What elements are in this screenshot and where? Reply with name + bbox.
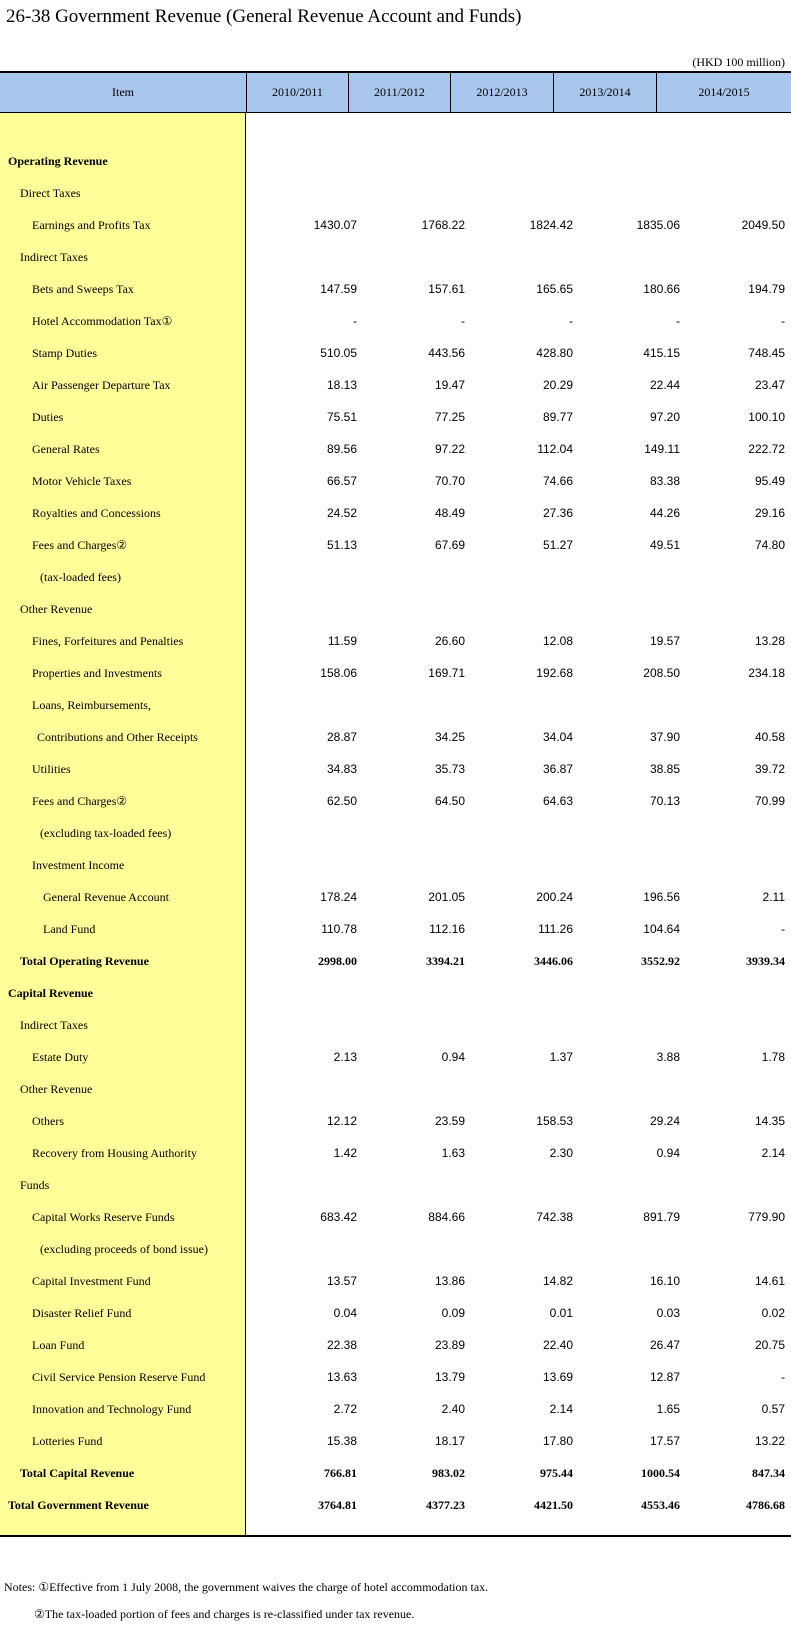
cell-value: 18.17 [434, 1434, 465, 1448]
cell-value: 0.04 [333, 1306, 357, 1320]
cell-value: - [781, 1370, 785, 1384]
table-row [0, 689, 791, 721]
row-label: Loans, Reimbursements, [32, 698, 151, 712]
cell-value: 27.36 [542, 506, 573, 520]
row-label: Indirect Taxes [20, 1018, 88, 1032]
cell-value: 12.08 [542, 634, 573, 648]
cell-value: 13.79 [434, 1370, 465, 1384]
cell-value: 64.63 [542, 794, 573, 808]
cell-value: 110.78 [321, 922, 357, 936]
cell-value: 89.77 [542, 410, 573, 424]
cell-value: 180.66 [643, 282, 680, 296]
cell-value: 0.02 [761, 1306, 785, 1320]
cell-value: 147.59 [320, 282, 357, 296]
cell-value: 2998.00 [318, 954, 357, 968]
cell-value: 428.80 [536, 346, 573, 360]
cell-value: 112.16 [429, 922, 465, 936]
cell-value: 37.90 [649, 730, 680, 744]
table-row [0, 209, 791, 241]
table-row [0, 785, 791, 817]
cell-value: - [676, 314, 680, 328]
table-row [0, 753, 791, 785]
cell-value: 169.71 [428, 666, 465, 680]
row-label: Properties and Investments [32, 666, 162, 680]
cell-value: 0.09 [441, 1306, 465, 1320]
cell-value: 35.73 [434, 762, 465, 776]
table-title: 26-38 Government Revenue (General Revenue Account and Funds) [6, 6, 522, 27]
cell-value: 1.63 [441, 1146, 465, 1160]
table-row [0, 849, 791, 881]
cell-value: 178.24 [320, 890, 357, 904]
cell-value: 13.22 [754, 1434, 785, 1448]
table-row [0, 337, 791, 369]
table-row [0, 1265, 791, 1297]
cell-value: 157.61 [428, 282, 465, 296]
cell-value: 38.85 [649, 762, 680, 776]
cell-value: 196.56 [643, 890, 680, 904]
cell-value: 158.53 [536, 1114, 573, 1128]
row-label: Civil Service Pension Reserve Fund [32, 1370, 206, 1384]
cell-value: 14.35 [754, 1114, 785, 1128]
cell-value: 766.81 [324, 1466, 357, 1480]
cell-value: 34.83 [326, 762, 357, 776]
table-row [0, 465, 791, 497]
row-label: Royalties and Concessions [32, 506, 161, 520]
table-row [0, 145, 791, 177]
table-row [0, 529, 791, 561]
cell-value: 443.56 [428, 346, 465, 360]
table-header [0, 73, 791, 113]
table-row [0, 1105, 791, 1137]
cell-value: 194.79 [748, 282, 785, 296]
table-row [0, 817, 791, 849]
cell-value: 95.49 [754, 474, 785, 488]
row-label: Utilities [32, 762, 71, 776]
table-row [0, 1009, 791, 1041]
cell-value: 14.82 [542, 1274, 573, 1288]
table-row [0, 1233, 791, 1265]
cell-value: 2.40 [441, 1402, 465, 1416]
table-row [0, 1297, 791, 1329]
row-label: Disaster Relief Fund [32, 1306, 132, 1320]
cell-value: - [781, 314, 785, 328]
row-label: Other Revenue [20, 602, 93, 616]
cell-value: 742.38 [536, 1210, 573, 1224]
cell-value: 51.13 [326, 538, 357, 552]
cell-value: 4553.46 [641, 1498, 680, 1512]
row-label: Capital Revenue [8, 986, 93, 1000]
cell-value: 975.44 [540, 1466, 573, 1480]
table-body [0, 113, 791, 1521]
table-row [0, 721, 791, 753]
note-1: Notes: ①Effective from 1 July 2008, the government waives the charge of hotel accommodation tax. [4, 1580, 489, 1594]
table-row [0, 497, 791, 529]
cell-value: 0.94 [656, 1146, 680, 1160]
cell-value: 29.16 [754, 506, 785, 520]
cell-value: 0.57 [761, 1402, 785, 1416]
cell-value: 1824.42 [529, 218, 573, 232]
row-label: Land Fund [43, 922, 96, 936]
table-row [0, 113, 791, 145]
cell-value: 23.89 [434, 1338, 465, 1352]
table-row [0, 1201, 791, 1233]
cell-value: 149.11 [644, 442, 680, 456]
cell-value: 19.57 [649, 634, 680, 648]
table-row [0, 945, 791, 977]
cell-value: 234.18 [748, 666, 785, 680]
table-row [0, 305, 791, 337]
cell-value: 70.13 [649, 794, 680, 808]
cell-value: 34.25 [434, 730, 465, 744]
cell-value: 111.26 [538, 922, 573, 936]
cell-value: 40.58 [754, 730, 785, 744]
cell-value: 74.80 [754, 538, 785, 552]
table-row [0, 1041, 791, 1073]
cell-value: 983.02 [432, 1466, 465, 1480]
table-row [0, 401, 791, 433]
cell-value: 36.87 [542, 762, 573, 776]
row-label: Other Revenue [20, 1082, 93, 1096]
row-label: Recovery from Housing Authority [32, 1146, 197, 1160]
cell-value: 0.03 [656, 1306, 680, 1320]
cell-value: 0.01 [549, 1306, 573, 1320]
cell-value: 779.90 [748, 1210, 785, 1224]
table-row [0, 881, 791, 913]
table-row [0, 177, 791, 209]
header-year-2: 2011/2012 [348, 73, 450, 112]
cell-value: 17.80 [542, 1434, 573, 1448]
header-item: Item [112, 85, 134, 99]
cell-value: 2.14 [549, 1402, 573, 1416]
row-label: (excluding tax-loaded fees) [40, 826, 172, 840]
row-label: Direct Taxes [20, 186, 81, 200]
cell-value: 222.72 [748, 442, 785, 456]
cell-value: 15.38 [326, 1434, 357, 1448]
table-row [0, 977, 791, 1009]
cell-value: 16.10 [649, 1274, 680, 1288]
cell-value: 26.47 [649, 1338, 680, 1352]
row-label: Hotel Accommodation Tax① [32, 314, 173, 328]
cell-value: 1.42 [333, 1146, 357, 1160]
cell-value: 17.57 [649, 1434, 680, 1448]
revenue-table [0, 71, 791, 1537]
table-row [0, 273, 791, 305]
cell-value: 13.69 [542, 1370, 573, 1384]
cell-value: 26.60 [434, 634, 465, 648]
cell-value: 29.24 [649, 1114, 680, 1128]
row-label: Total Operating Revenue [20, 954, 149, 968]
cell-value: 18.13 [326, 378, 357, 392]
cell-value: 22.44 [649, 378, 680, 392]
cell-value: 62.50 [326, 794, 357, 808]
cell-value: 24.52 [326, 506, 357, 520]
cell-value: 77.25 [434, 410, 465, 424]
cell-value: 1768.22 [421, 218, 465, 232]
cell-value: 28.87 [326, 730, 357, 744]
cell-value: - [461, 314, 465, 328]
cell-value: 112.04 [537, 442, 573, 456]
row-label: Air Passenger Departure Tax [32, 378, 171, 392]
cell-value: 4421.50 [534, 1498, 573, 1512]
cell-value: 3552.92 [641, 954, 680, 968]
cell-value: 3394.21 [426, 954, 465, 968]
cell-value: 683.42 [320, 1210, 357, 1224]
cell-value: 884.66 [428, 1210, 465, 1224]
cell-value: 20.29 [542, 378, 573, 392]
cell-value: 51.27 [542, 538, 573, 552]
cell-value: 12.12 [326, 1114, 357, 1128]
row-label: Innovation and Technology Fund [32, 1402, 192, 1416]
cell-value: 70.99 [754, 794, 785, 808]
header-year-5: 2014/2015 [656, 73, 791, 112]
row-label: Lotteries Fund [32, 1434, 103, 1448]
row-label: Fees and Charges② [32, 794, 128, 808]
cell-value: 1430.07 [313, 218, 357, 232]
cell-value: 23.47 [754, 378, 785, 392]
header-year-3: 2012/2013 [450, 73, 553, 112]
table-row [0, 1137, 791, 1169]
cell-value: 415.15 [643, 346, 680, 360]
row-label: Stamp Duties [32, 346, 97, 360]
cell-value: 4786.68 [746, 1498, 785, 1512]
cell-value: 97.20 [649, 410, 680, 424]
row-label: Duties [32, 410, 64, 424]
cell-value: 847.34 [752, 1466, 785, 1480]
table-row [0, 1169, 791, 1201]
cell-value: 23.59 [434, 1114, 465, 1128]
table-row [0, 1073, 791, 1105]
cell-value: 66.57 [326, 474, 357, 488]
row-label: Earnings and Profits Tax [32, 218, 151, 232]
cell-value: 22.38 [326, 1338, 357, 1352]
table-row [0, 625, 791, 657]
row-label: Total Capital Revenue [20, 1466, 135, 1480]
cell-value: 3764.81 [318, 1498, 357, 1512]
cell-value: 44.26 [649, 506, 680, 520]
row-label: Total Government Revenue [8, 1498, 149, 1512]
cell-value: 70.70 [434, 474, 465, 488]
cell-value: 34.04 [542, 730, 573, 744]
cell-value: 3.88 [656, 1050, 680, 1064]
row-label: Fees and Charges② [32, 538, 128, 552]
cell-value: 14.61 [754, 1274, 785, 1288]
table-row [0, 1425, 791, 1457]
table-row [0, 433, 791, 465]
row-label: Indirect Taxes [20, 250, 88, 264]
cell-value: - [781, 922, 785, 936]
note-2: ②The tax-loaded portion of fees and charges is re-classified under tax revenue. [34, 1607, 415, 1621]
row-label: Bets and Sweeps Tax [32, 282, 134, 296]
cell-value: 75.51 [326, 410, 357, 424]
row-label: Investment Income [32, 858, 125, 872]
row-label: Others [32, 1114, 64, 1128]
cell-value: 3939.34 [746, 954, 785, 968]
row-label: Estate Duty [32, 1050, 89, 1064]
cell-value: 1000.54 [641, 1466, 680, 1480]
cell-value: 1835.06 [636, 218, 680, 232]
cell-value: 13.28 [754, 634, 785, 648]
cell-value: 891.79 [643, 1210, 680, 1224]
row-label: Operating Revenue [8, 154, 108, 168]
cell-value: 64.50 [434, 794, 465, 808]
table-row [0, 593, 791, 625]
cell-value: 22.40 [542, 1338, 573, 1352]
cell-value: 12.87 [649, 1370, 680, 1384]
table-row [0, 1489, 791, 1521]
cell-value: 49.51 [649, 538, 680, 552]
cell-value: 97.22 [434, 442, 465, 456]
cell-value: 1.37 [549, 1050, 573, 1064]
cell-value: 100.10 [748, 410, 785, 424]
cell-value: 89.56 [326, 442, 357, 456]
cell-value: 0.94 [441, 1050, 465, 1064]
row-label: (tax-loaded fees) [40, 570, 121, 584]
cell-value: 2.14 [761, 1146, 785, 1160]
header-year-1: 2010/2011 [246, 73, 348, 112]
table-row [0, 1457, 791, 1489]
cell-value: 13.57 [326, 1274, 357, 1288]
header-year-4: 2013/2014 [553, 73, 656, 112]
cell-value: 104.64 [643, 922, 680, 936]
cell-value: 2.13 [333, 1050, 357, 1064]
row-label: Capital Investment Fund [32, 1274, 151, 1288]
row-label: Fines, Forfeitures and Penalties [32, 634, 184, 648]
table-row [0, 913, 791, 945]
table-row [0, 1361, 791, 1393]
cell-value: 48.49 [434, 506, 465, 520]
cell-value: 2.72 [333, 1402, 357, 1416]
cell-value: 165.65 [536, 282, 573, 296]
cell-value: 13.86 [434, 1274, 465, 1288]
cell-value: 13.63 [326, 1370, 357, 1384]
row-label: Capital Works Reserve Funds [32, 1210, 175, 1224]
row-label: Funds [20, 1178, 50, 1192]
cell-value: 19.47 [434, 378, 465, 392]
cell-value: 748.45 [748, 346, 785, 360]
cell-value: 510.05 [320, 346, 357, 360]
cell-value: 4377.23 [426, 1498, 465, 1512]
cell-value: 2.11 [762, 890, 785, 904]
table-row [0, 657, 791, 689]
cell-value: 74.66 [542, 474, 573, 488]
cell-value: 20.75 [754, 1338, 785, 1352]
cell-value: 201.05 [428, 890, 465, 904]
cell-value: 67.69 [434, 538, 465, 552]
cell-value: 2049.50 [741, 218, 785, 232]
cell-value: - [353, 314, 357, 328]
table-row [0, 241, 791, 273]
unit-label: (HKD 100 million) [692, 55, 785, 69]
row-label: Contributions and Other Receipts [37, 730, 198, 744]
row-label: (excluding proceeds of bond issue) [40, 1242, 208, 1256]
row-label: Motor Vehicle Taxes [32, 474, 132, 488]
cell-value: 83.38 [649, 474, 680, 488]
cell-value: 11.59 [327, 634, 357, 648]
cell-value: 158.06 [320, 666, 357, 680]
cell-value: 200.24 [536, 890, 573, 904]
cell-value: 1.78 [761, 1050, 785, 1064]
table-row [0, 1393, 791, 1425]
table-row [0, 561, 791, 593]
cell-value: - [569, 314, 573, 328]
row-label: General Rates [32, 442, 100, 456]
cell-value: 2.30 [549, 1146, 573, 1160]
table-row [0, 369, 791, 401]
cell-value: 39.72 [754, 762, 785, 776]
cell-value: 1.65 [656, 1402, 680, 1416]
row-label: Loan Fund [32, 1338, 85, 1352]
row-label: General Revenue Account [43, 890, 169, 904]
cell-value: 192.68 [536, 666, 573, 680]
cell-value: 3446.06 [534, 954, 573, 968]
table-row [0, 1329, 791, 1361]
cell-value: 208.50 [643, 666, 680, 680]
